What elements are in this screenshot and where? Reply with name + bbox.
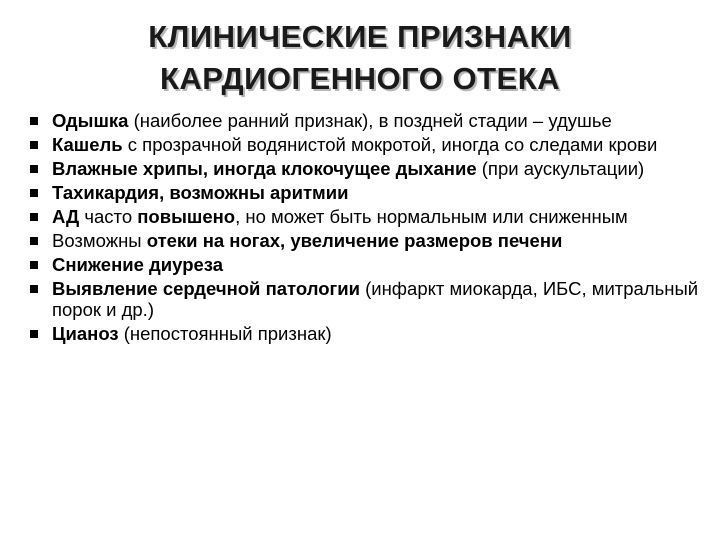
bullet-parts (52, 323, 332, 344)
bullet-item (29, 323, 709, 344)
bullet-bold-text: АД (52, 206, 80, 227)
bullet-text: (инфаркт миокарда, ИБС, митральный порок и др.) (52, 278, 699, 320)
bullet-item (29, 134, 709, 155)
bullet-item (29, 206, 709, 227)
square-bullet-icon (30, 117, 38, 125)
bullet-parts (52, 182, 348, 203)
bullet-parts (52, 230, 562, 251)
bullet-text: (наиболее ранний признак), в поздней стадии – удушье (128, 110, 612, 131)
bullet-bold-text: отеки на ногах, увеличение размеров печени (146, 230, 563, 251)
bullet-text: (непостоянный признак) (118, 323, 332, 344)
bullet-item (29, 278, 709, 320)
bullet-parts (52, 206, 628, 227)
bullet-item (29, 182, 709, 203)
bullet-list (29, 110, 709, 347)
bullet-parts (52, 278, 698, 320)
bullet-bold-text: Выявление сердечной патологии (52, 278, 360, 299)
square-bullet-icon (30, 165, 38, 173)
square-bullet-icon (30, 213, 38, 221)
title-line-2: КАРДИОГЕННОГО ОТЕКА (159, 61, 561, 96)
square-bullet-icon (30, 189, 38, 197)
square-bullet-icon (30, 261, 38, 269)
bullet-item (29, 254, 709, 275)
bullet-text: часто (79, 206, 138, 227)
square-bullet-icon (30, 237, 38, 245)
bullet-bold-text: Снижение диуреза (52, 254, 224, 275)
square-bullet-icon (30, 141, 38, 149)
bullet-text: (при аускультации) (476, 158, 645, 179)
bullet-text: Возможны (52, 230, 147, 251)
bullet-bold-text: Кашель (52, 134, 123, 155)
bullet-parts (52, 254, 223, 275)
title-line-1: КЛИНИЧЕСКИЕ ПРИЗНАКИ (148, 19, 572, 54)
bullet-item (29, 110, 709, 131)
slide-title (0, 16, 720, 100)
bullet-bold-text: Цианоз (52, 323, 119, 344)
bullet-text: с прозрачной водянистой мокротой, иногда со следами крови (122, 134, 658, 155)
square-bullet-icon (30, 285, 38, 293)
bullet-bold-text: Одышка (52, 110, 129, 131)
square-bullet-icon (30, 330, 38, 338)
bullet-bold-text: Влажные хрипы, иногда клокочущее дыхание (52, 158, 477, 179)
bullet-parts (52, 134, 657, 155)
bullet-item (29, 158, 709, 179)
bullet-text: , но может быть нормальным или сниженным (235, 206, 628, 227)
bullet-parts (52, 158, 644, 179)
bullet-bold-text: повышено (137, 206, 236, 227)
bullet-parts (52, 110, 612, 131)
bullet-bold-text: Тахикардия, возможны аритмии (52, 182, 349, 203)
bullet-item (29, 230, 709, 251)
